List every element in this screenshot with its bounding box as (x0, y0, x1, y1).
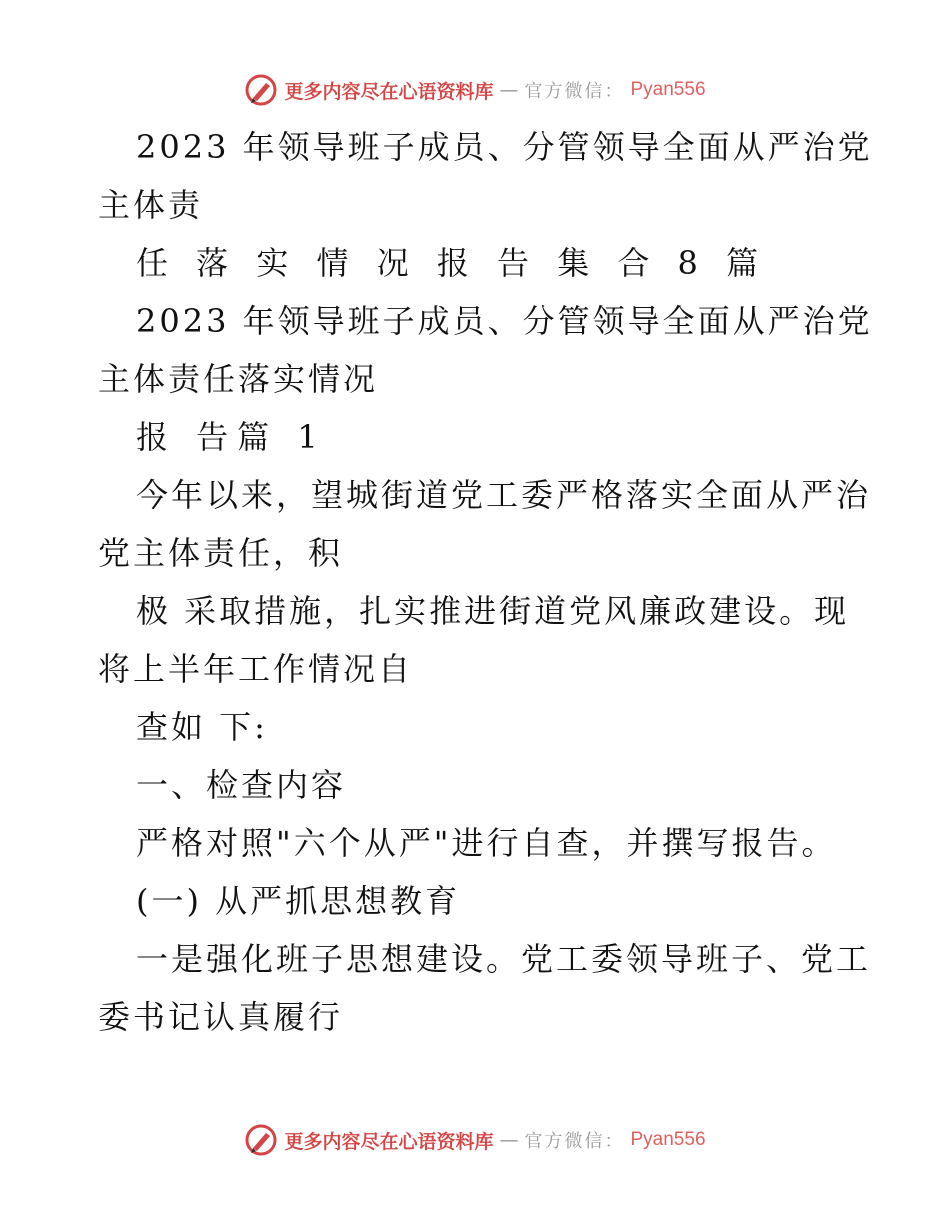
pen-logo-icon (244, 1123, 278, 1157)
watermark-label: 官方微信： (524, 81, 625, 102)
watermark-footer (0, 1120, 950, 1160)
subtitle-line-3: 报 告篇 1 (136, 418, 327, 456)
watermark-header (0, 70, 950, 110)
paragraph-line: 极 采取措施，扎实推进街道党风廉政建设。现 (136, 592, 850, 630)
title-line-3: 任 落 实 情 况 报 告 集 合 8 篇 (136, 244, 768, 282)
watermark-main-text: 更多内容尽在心语资料库 (284, 1130, 494, 1153)
subtitle-line-2: 主体责任落实情况 (98, 360, 379, 398)
title-line-1: 2023 年领导班子成员、分管领导全面从严治党 (136, 128, 873, 166)
paragraph-line: 严格对照"六个从严"进行自查，并撰写报告。 (136, 824, 837, 862)
paragraph-line: 委书记认真履行 (98, 998, 344, 1036)
subsection-heading: (一) 从严抓思想教育 (136, 882, 461, 920)
paragraph-line: 一是强化班子思想建设。党工委领导班子、党工 (136, 940, 872, 978)
watermark-wechat-id: Pyan556 (630, 79, 706, 100)
watermark-separator: — (499, 79, 519, 101)
watermark-separator: — (499, 1129, 519, 1151)
title-line-2: 主体责 (98, 186, 204, 224)
paragraph-line: 将上半年工作情况自 (98, 650, 414, 688)
paragraph-line: 今年以来，望城街道党工委严格落实全面从严治 (136, 476, 872, 514)
watermark-wechat-id: Pyan556 (630, 1129, 706, 1150)
subtitle-line-1: 2023 年领导班子成员、分管领导全面从严治党 (136, 302, 873, 340)
watermark-main-text: 更多内容尽在心语资料库 (284, 80, 494, 103)
pen-logo-icon (244, 73, 278, 107)
document-body (98, 118, 873, 1046)
paragraph-line: 查如 下: (136, 708, 268, 746)
watermark-label: 官方微信： (524, 1131, 625, 1152)
section-heading: 一、检查内容 (136, 766, 347, 804)
paragraph-line: 党主体责任，积 (98, 534, 344, 572)
